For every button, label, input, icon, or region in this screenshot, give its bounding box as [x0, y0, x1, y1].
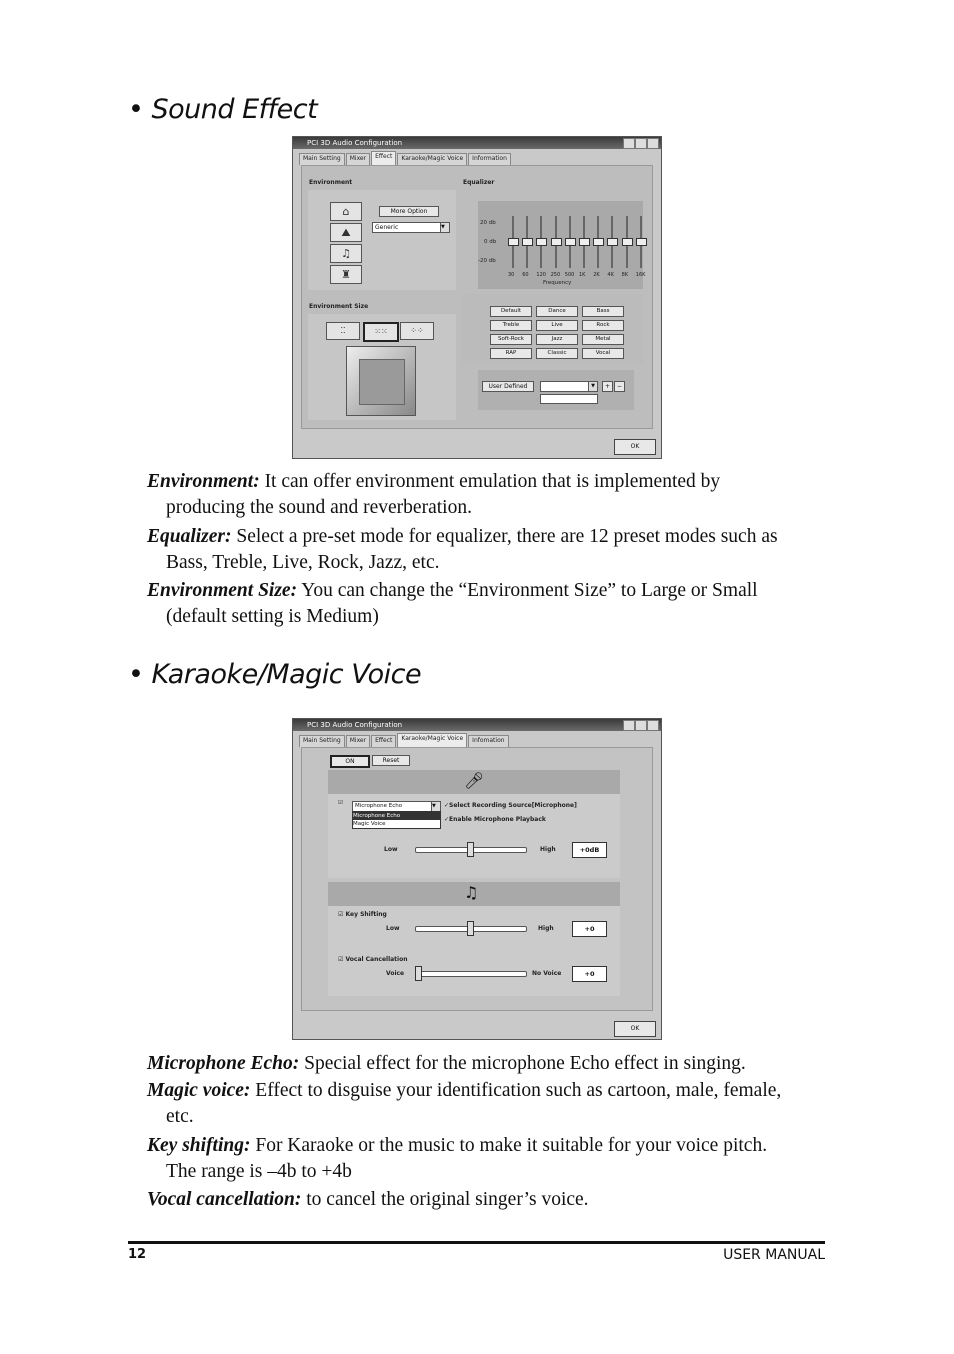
maximize-icon[interactable] [635, 720, 647, 731]
desc-magic-voice [147, 1078, 825, 1130]
term-microphone-echo: Microphone Echo: [147, 1053, 300, 1074]
maximize-icon[interactable] [635, 138, 647, 149]
dropdown-option-magic-voice[interactable]: Magic Voice [353, 821, 386, 827]
mic-low-label: Low [384, 846, 398, 853]
size-medium-button[interactable]: ⁙⁙ [363, 322, 399, 342]
term-environment: Environment: [147, 471, 260, 492]
vocal-cancellation-checkbox[interactable]: ☑ Vocal Cancellation [338, 956, 408, 963]
preset-button-metal[interactable]: Metal [582, 334, 624, 345]
preset-button-rock[interactable]: Rock [582, 320, 624, 331]
desc-vocal-cancellation-text: to cancel the original singer’s voice. [301, 1189, 589, 1210]
eq-slider-thumb[interactable] [579, 238, 590, 246]
key-high-label: High [538, 925, 554, 932]
karaoke-panel [301, 747, 653, 1011]
more-option-button[interactable]: More Option [379, 206, 439, 217]
eq-slider-thumb[interactable] [593, 238, 604, 246]
desc-microphone-echo [147, 1051, 825, 1077]
section-heading-sound-effect: • Sound Effect [128, 94, 318, 125]
desc-vocal-cancellation [147, 1187, 825, 1213]
mic-enable-checkbox[interactable]: ☑ [338, 800, 343, 806]
desc-environment [147, 469, 825, 521]
desc-equalizer [147, 524, 825, 576]
mountain-icon[interactable]: ⛰ [330, 223, 362, 242]
term-magic-voice: Magic voice: [147, 1080, 251, 1101]
select-recording-source[interactable]: ✓Select Recording Source[Microphone] [444, 802, 577, 809]
key-shifting-label: Key Shifting [345, 911, 387, 918]
user-defined-select[interactable] [540, 381, 598, 392]
desc-environment-size-text: You can change the “Environment Size” to Large or Small [297, 580, 758, 601]
voice-label: Voice [386, 970, 405, 977]
tab-karaoke[interactable]: Karaoke/Magic Voice [397, 153, 467, 165]
eq-slider-thumb[interactable] [508, 238, 519, 246]
preset-button-default[interactable]: Default [490, 306, 532, 317]
term-vocal-cancellation: Vocal cancellation: [147, 1189, 302, 1210]
desc-key-shifting [147, 1133, 825, 1185]
chevron-down-icon: ▼ [440, 223, 449, 232]
db-top-label: 20 db [480, 220, 496, 226]
preset-button-vocal[interactable]: Vocal [582, 348, 624, 359]
add-preset-button[interactable]: + [602, 381, 613, 392]
tab-mixer[interactable]: Mixer [346, 153, 370, 165]
preset-button-treble[interactable]: Treble [490, 320, 532, 331]
room-preview [346, 346, 416, 416]
desc-magic-voice-text: Effect to disguise your identification such as cartoon, male, female, [250, 1080, 782, 1101]
mic-high-label: High [540, 846, 556, 853]
eq-frequency-label: 250 [550, 272, 561, 278]
key-value-box: +0 [572, 921, 607, 937]
page-number: 12 [128, 1247, 147, 1262]
eq-frequency-label: 120 [536, 272, 546, 278]
minimize-icon[interactable] [623, 720, 635, 731]
size-large-button[interactable]: ⁘⁘ [400, 322, 434, 340]
environment-label: Environment [309, 179, 353, 186]
house-icon[interactable]: ⌂ [330, 202, 362, 221]
db-bottom-label: -20 db [478, 258, 496, 264]
vocal-slider-thumb[interactable] [415, 966, 422, 981]
preset-button-rap[interactable]: RAP [490, 348, 532, 359]
preset-button-dance[interactable]: Dance [536, 306, 578, 317]
tab-bar [299, 735, 510, 746]
stage-icon[interactable]: ♫ [330, 244, 362, 263]
tab-main-setting[interactable]: Main Setting [299, 153, 345, 165]
eq-slider-thumb[interactable] [536, 238, 547, 246]
minimize-icon[interactable] [623, 138, 635, 149]
hall-icon[interactable]: ♜ [330, 265, 362, 284]
environment-size-label: Environment Size [309, 303, 369, 310]
desc-environment-size-cont: (default setting is Medium) [166, 606, 379, 627]
environment-select[interactable] [372, 222, 450, 233]
term-environment-size: Environment Size: [147, 580, 298, 601]
preset-name-input[interactable] [540, 394, 598, 404]
preset-button-classic[interactable]: Classic [536, 348, 578, 359]
eq-frequency-label: 2K [593, 272, 600, 278]
window-title: PCI 3D Audio Configuration [307, 139, 403, 147]
eq-frequency-label: 8K [621, 272, 629, 278]
vocal-value-box: +0 [572, 966, 607, 982]
equalizer-label: Equalizer [463, 179, 495, 186]
mic-echo-slider-thumb[interactable] [467, 842, 474, 857]
eq-slider-thumb[interactable] [522, 238, 533, 246]
desc-key-shifting-text: For Karaoke or the music to make it suitable for your voice pitch. [250, 1135, 768, 1156]
music-note-icon: ♫ [464, 883, 479, 902]
close-icon[interactable] [647, 720, 659, 731]
eq-frequency-label: 60 [522, 272, 529, 278]
music-header [328, 882, 620, 906]
eq-frequency-label: 1K [579, 272, 586, 278]
key-shifting-checkbox[interactable]: ☑ Key Shifting [338, 911, 387, 918]
desc-microphone-echo-text: Special effect for the microphone Echo effect in singing. [299, 1053, 746, 1074]
desc-magic-voice-cont: etc. [166, 1106, 194, 1127]
mic-effect-dropdown [352, 811, 441, 829]
tab-karaoke[interactable]: Karaoke/Magic Voice [397, 733, 467, 747]
frequency-label: Frequency [543, 280, 572, 286]
ok-button[interactable]: OK [614, 439, 656, 455]
preset-button-bass[interactable]: Bass [582, 306, 624, 317]
preset-button-soft-rock[interactable]: Soft-Rock [490, 334, 532, 345]
eq-slider-thumb[interactable] [622, 238, 633, 246]
desc-environment-text: It can offer environment emulation that is implemented by [259, 471, 721, 492]
eq-frequency-label: 500 [564, 272, 575, 278]
window-title: PCI 3D Audio Configuration [307, 721, 403, 729]
key-low-label: Low [386, 925, 400, 932]
eq-slider-thumb[interactable] [565, 238, 576, 246]
music-group [328, 906, 620, 996]
tab-information[interactable]: Infomation [468, 735, 508, 747]
ok-button[interactable]: OK [614, 1021, 656, 1037]
preset-button-live[interactable]: Live [536, 320, 578, 331]
desc-environment-size [147, 578, 825, 630]
karaoke-window [292, 718, 662, 1040]
listener-icon [359, 359, 405, 405]
tab-effect[interactable]: Effect [371, 151, 396, 165]
footer-title: USER MANUAL [723, 1247, 825, 1263]
tab-mixer[interactable]: Mixer [346, 735, 370, 747]
db-mid-label: 0 db [484, 239, 497, 245]
eq-slider-thumb[interactable] [636, 238, 647, 246]
on-button[interactable]: ON [330, 755, 370, 768]
user-defined-button[interactable]: User Defined [482, 381, 534, 392]
remove-preset-button[interactable]: − [614, 381, 625, 392]
tab-effect[interactable]: Effect [371, 735, 396, 747]
microphone-icon: 🎤︎ [464, 771, 485, 790]
eq-slider-thumb[interactable] [607, 238, 618, 246]
mic-header [328, 770, 620, 794]
window-title-bar [293, 137, 661, 149]
footer-rule [128, 1241, 825, 1244]
desc-environment-cont: producing the sound and reverberation. [166, 497, 472, 518]
eq-slider-thumb[interactable] [551, 238, 562, 246]
eq-frequency-label: 30 [508, 272, 515, 278]
enable-mic-playback[interactable]: ✓Enable Microphone Playback [444, 816, 546, 823]
eq-frequency-label: 4K [607, 272, 614, 278]
desc-equalizer-text: Select a pre-set mode for equalizer, there are 12 preset modes such as [231, 526, 778, 547]
tab-main-setting[interactable]: Main Setting [299, 735, 345, 747]
dropdown-option-microphone-echo[interactable]: Microphone Echo [353, 812, 440, 820]
tab-information[interactable]: Information [468, 153, 511, 165]
mic-effect-select-value: Microphone Echo [355, 803, 403, 809]
sound-effect-window [292, 136, 662, 459]
close-icon[interactable] [647, 138, 659, 149]
size-small-button[interactable]: ⁚⁚ [326, 322, 360, 340]
section-heading-karaoke: • Karaoke/Magic Voice [128, 659, 422, 690]
reset-button[interactable]: Reset [372, 755, 410, 766]
term-equalizer: Equalizer: [147, 526, 232, 547]
chevron-down-icon: ▼ [431, 802, 440, 811]
effect-panel [301, 165, 653, 429]
vocal-cancellation-label: Vocal Cancellation [345, 956, 408, 963]
mic-value-box: +0dB [572, 842, 607, 858]
no-voice-label: No Voice [532, 970, 562, 977]
key-shift-slider-thumb[interactable] [467, 921, 474, 936]
chevron-down-icon: ▼ [588, 382, 597, 391]
window-title-bar [293, 719, 661, 731]
tab-bar [299, 153, 512, 164]
eq-frequency-label: 16K [635, 272, 646, 278]
vocal-slider[interactable] [415, 971, 527, 977]
desc-equalizer-cont: Bass, Treble, Live, Rock, Jazz, etc. [166, 552, 440, 573]
preset-button-jazz[interactable]: Jazz [536, 334, 578, 345]
environment-select-value: Generic [375, 224, 399, 231]
desc-key-shifting-cont: The range is –4b to +4b [166, 1161, 352, 1182]
term-key-shifting: Key shifting: [147, 1135, 251, 1156]
